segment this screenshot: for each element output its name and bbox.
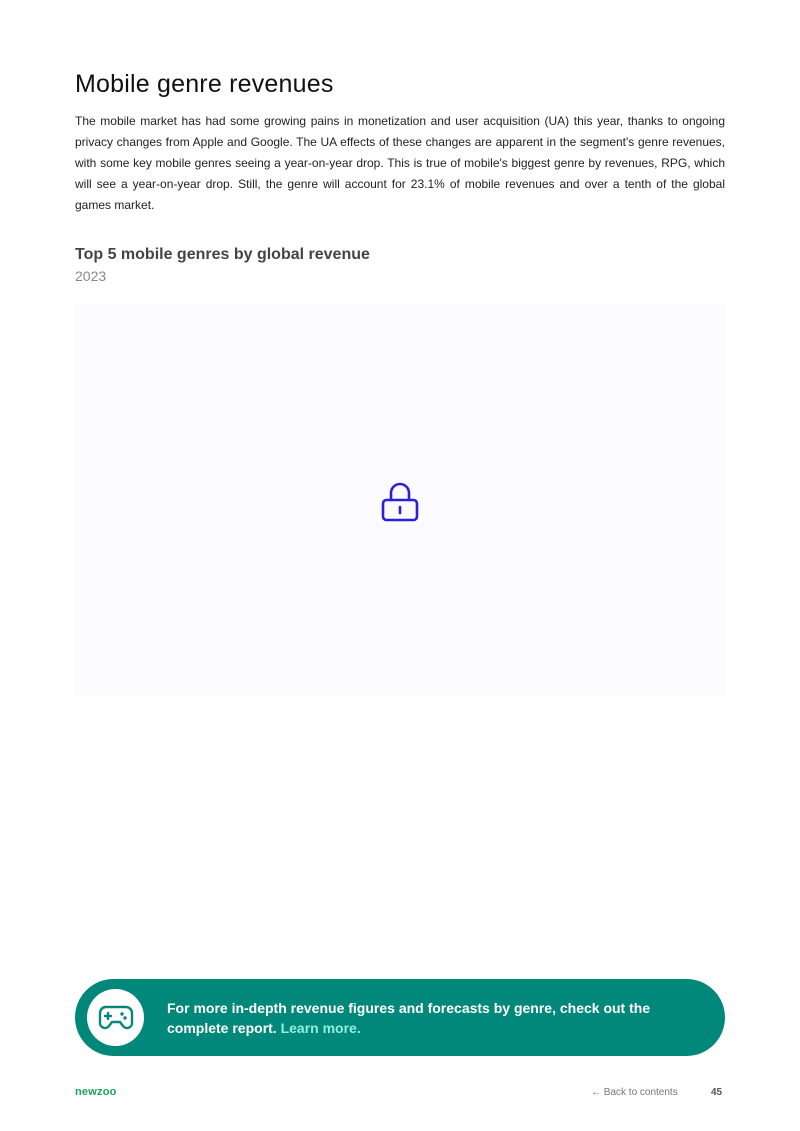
cta-banner[interactable] [75, 979, 725, 1056]
cta-message: For more in-depth revenue figures and forecasts by genre, check out the complete report. [167, 1000, 651, 1036]
chart-title: Top 5 mobile genres by global revenue [75, 246, 370, 263]
chart-subtitle: 2023 [75, 268, 107, 284]
page-number: 45 [711, 1087, 723, 1098]
learn-more-link[interactable]: Learn more. [280, 1020, 361, 1036]
cta-text-block [167, 998, 687, 1038]
cta-icon-circle [87, 989, 144, 1046]
page-title: Mobile genre revenues [75, 70, 334, 98]
back-to-contents-link[interactable]: ← Back to contents [591, 1087, 678, 1098]
gamepad-icon [98, 1001, 134, 1033]
newzoo-logo: newzoo [75, 1086, 117, 1098]
intro-paragraph: The mobile market has had some growing pains in monetization and user acquisition (UA) this year, thanks to ongoing privacy changes from Apple and Google. The UA effects of these changes are apparent in the segment's genre revenues, with some key mobile genres seeing a year-on-year drop. This is true of mobile's biggest genre by revenues, RPG, which will see a year-on-year drop. Still, the genre will account for 23.1% of mobile revenues and over a tenth of the global games market. [75, 114, 725, 212]
lock-icon [381, 482, 419, 522]
locked-chart-placeholder [75, 304, 725, 696]
